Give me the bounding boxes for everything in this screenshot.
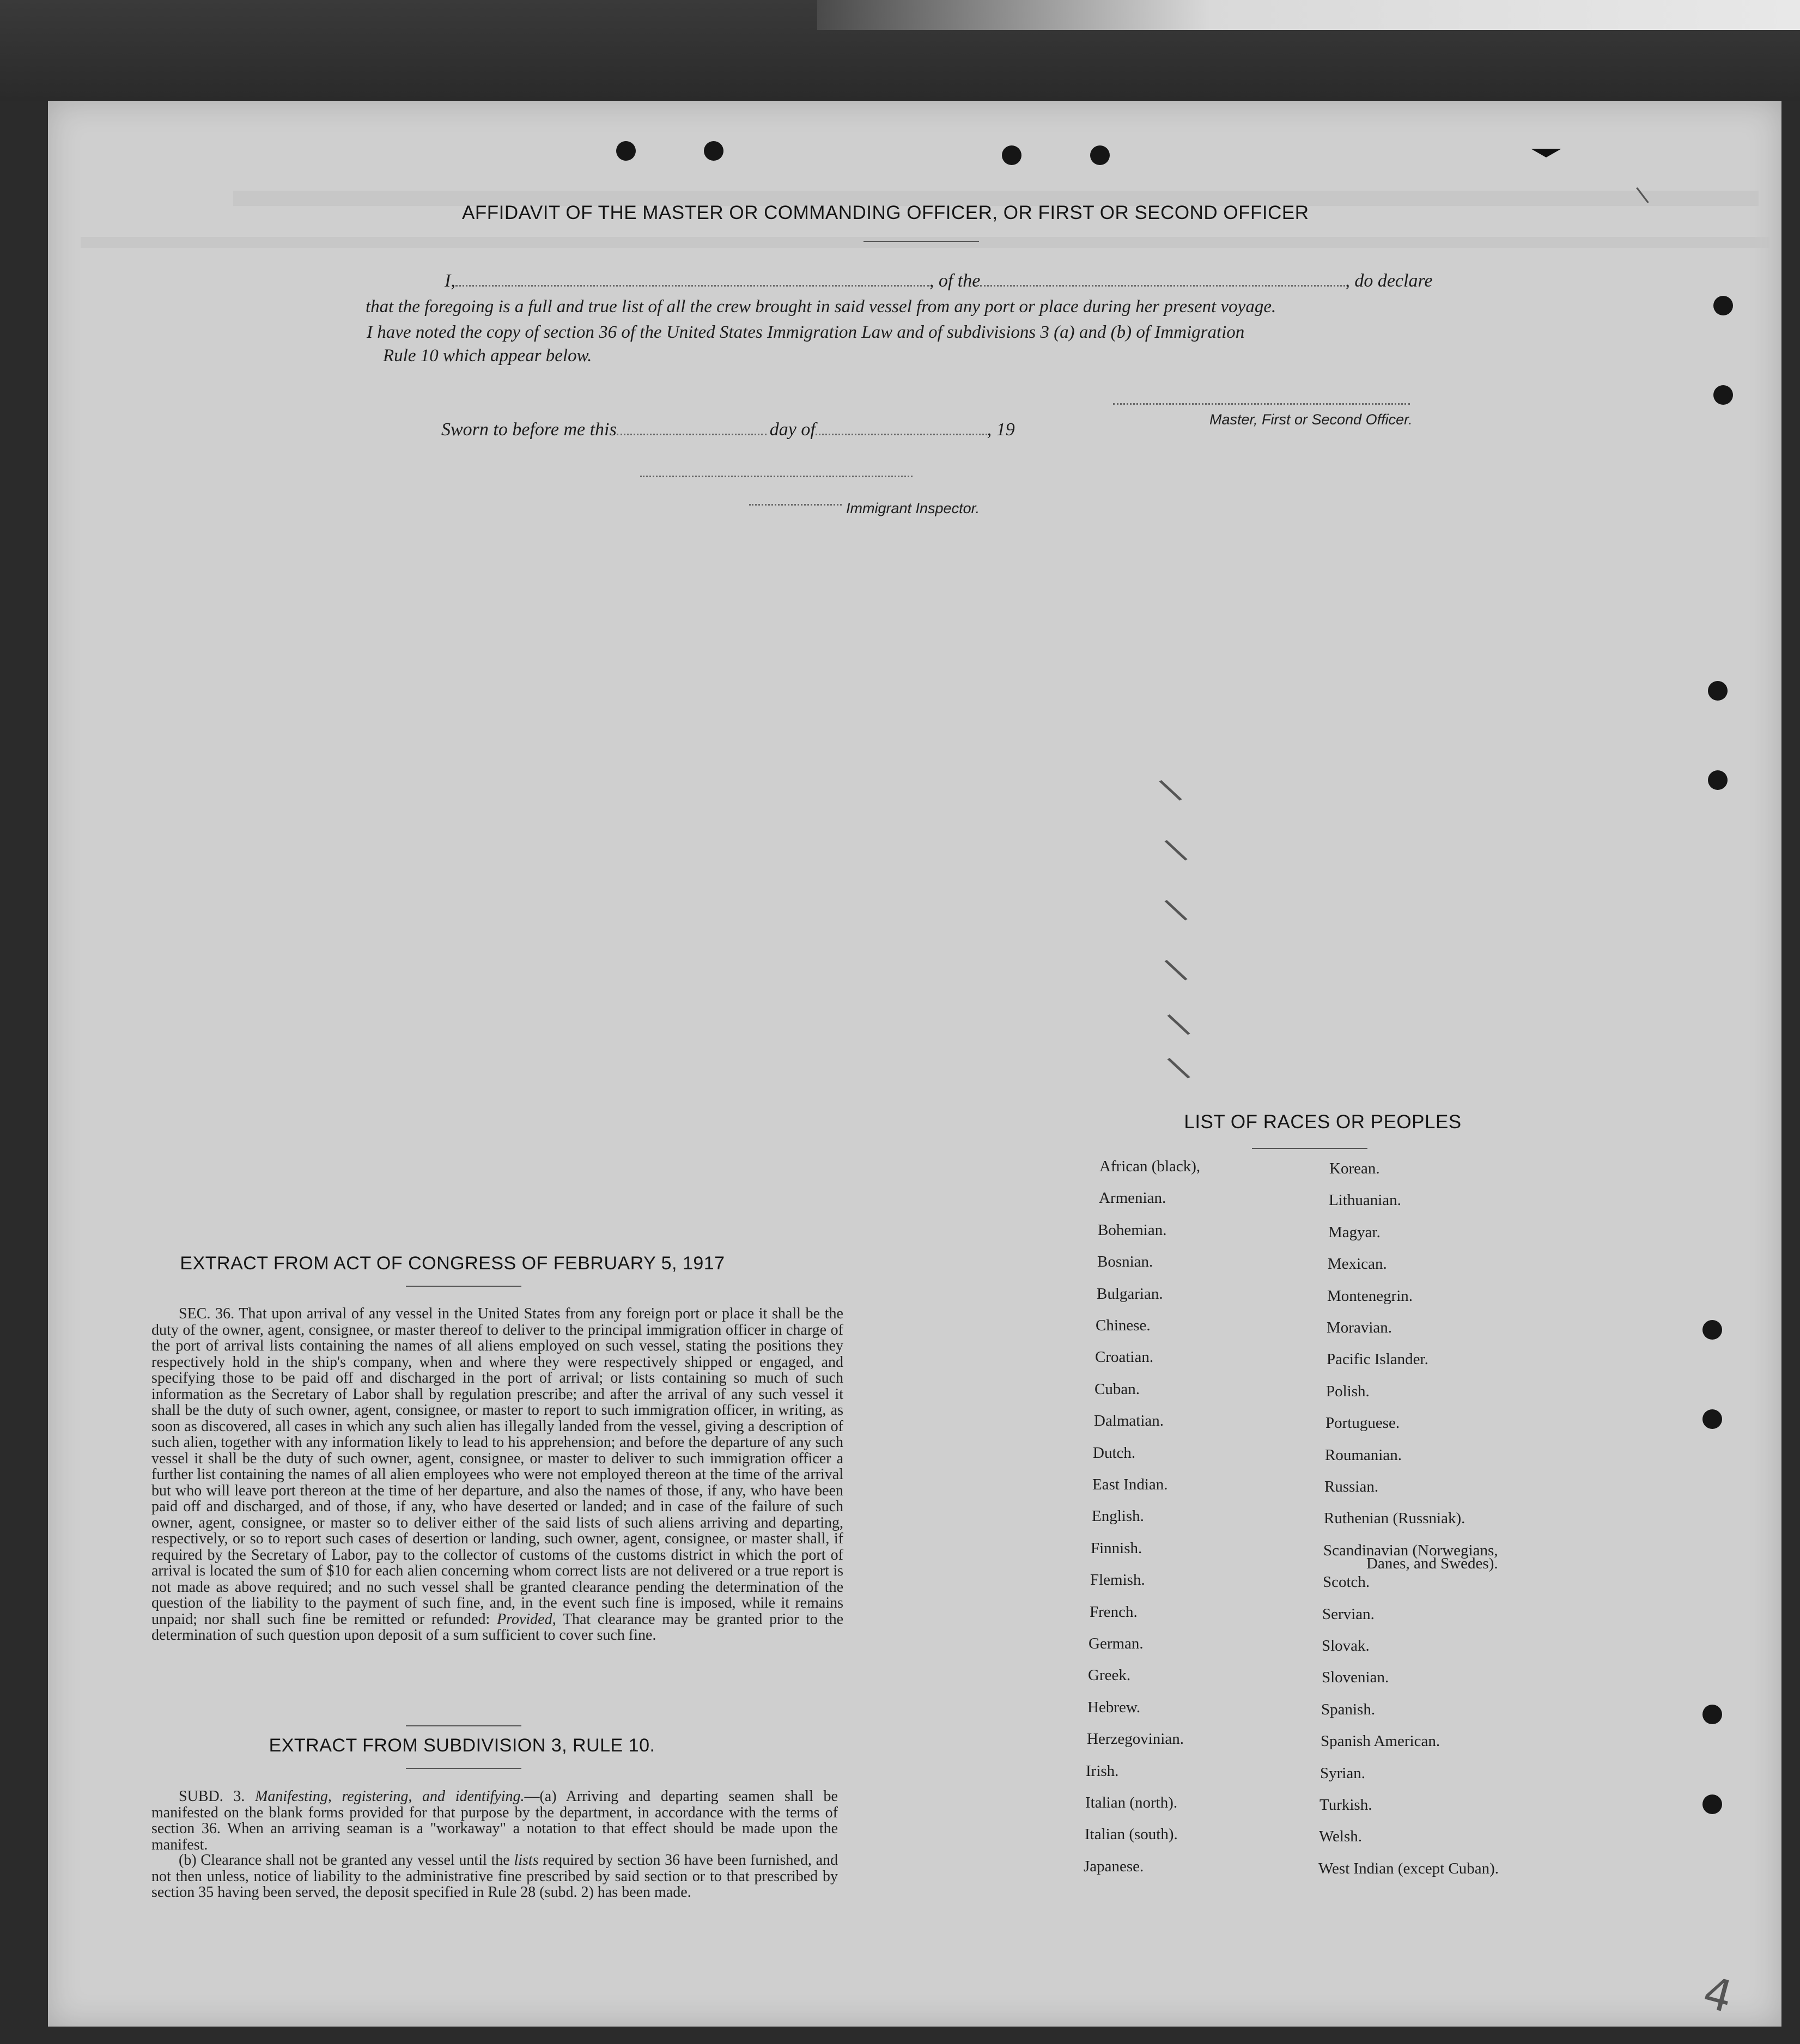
- race-item-right: Danes, and Swedes).: [1366, 1555, 1498, 1572]
- race-item-left: German.: [1088, 1635, 1144, 1652]
- race-item-right: Servian.: [1322, 1605, 1375, 1623]
- race-item-right: Scandinavian (Norwegians,: [1323, 1542, 1498, 1559]
- race-item-left: Herzegovinian.: [1087, 1730, 1184, 1748]
- vessel-field[interactable]: [980, 285, 1345, 287]
- act-extract-title: EXTRACT FROM ACT OF CONGRESS OF FEBRUARY 5, 1917: [180, 1253, 725, 1274]
- race-item-right: Polish.: [1326, 1383, 1370, 1400]
- race-item-left: East Indian.: [1092, 1476, 1168, 1493]
- race-item-right: Ruthenian (Russniak).: [1324, 1510, 1465, 1527]
- race-item-left: Dutch.: [1093, 1444, 1136, 1462]
- tick-mark: \: [1634, 182, 1650, 208]
- affidavit-line-3: I have noted the copy of section 36 of the United States Immigration Law and of subdivisions 3 (a) and (b) of Immigration: [367, 323, 1245, 342]
- tick-mark: \: [1161, 830, 1190, 869]
- race-item-right: Russian.: [1324, 1478, 1379, 1495]
- race-item-left: Greek.: [1088, 1666, 1131, 1684]
- tick-mark: \: [1156, 770, 1185, 810]
- master-signature-line[interactable]: [1113, 403, 1410, 405]
- title-rule: [863, 241, 979, 242]
- race-item-right: Lithuanian.: [1329, 1191, 1401, 1209]
- race-item-left: Bohemian.: [1098, 1221, 1167, 1239]
- race-item-left: Bosnian.: [1097, 1253, 1153, 1270]
- race-item-left: Japanese.: [1084, 1858, 1144, 1875]
- race-item-left: Finnish.: [1091, 1540, 1142, 1557]
- inspector-signature-short-line[interactable]: [749, 504, 842, 506]
- day-field[interactable]: [617, 434, 767, 435]
- declare-label: , do declare: [1345, 271, 1433, 291]
- punch-hole: [616, 141, 636, 161]
- race-item-left: French.: [1090, 1603, 1138, 1621]
- race-item-left: Chinese.: [1096, 1317, 1151, 1334]
- race-item-right: Syrian.: [1320, 1765, 1365, 1782]
- inspector-signature-line[interactable]: [640, 476, 913, 477]
- month-field[interactable]: [816, 434, 987, 435]
- race-item-left: Bulgarian.: [1097, 1285, 1163, 1303]
- race-item-right: Moravian.: [1327, 1319, 1392, 1336]
- punch-hole: [1702, 1794, 1722, 1814]
- tick-mark: \: [1161, 890, 1190, 929]
- punch-hole: [1713, 385, 1733, 405]
- race-item-right: Slovak.: [1322, 1637, 1370, 1654]
- scanner-top-highlight: [817, 0, 1800, 30]
- fold-triangle-icon: [1531, 149, 1561, 157]
- margin-mark: 4: [1698, 1966, 1738, 2023]
- races-title: LIST OF RACES OR PEOPLES: [1184, 1111, 1462, 1133]
- proviso-rest: That clearance may be granted prior to the determination of such question upon deposit of a sum sufficient to cover such fine.: [151, 1610, 843, 1644]
- act-section-36-text: [151, 1306, 843, 1644]
- punch-hole: [1713, 296, 1733, 315]
- race-item-left: English.: [1092, 1507, 1144, 1525]
- of-the-label: , of the: [929, 271, 981, 291]
- para-b-rest: required by section 36 have been furnished, and not then unless, notice of liability to the administrative fine prescribed by said section or to that prescribed by section 35 having been served, the deposit specified in Rule 28 (subd. 2) has been made.: [151, 1852, 838, 1901]
- race-item-right: Portuguese.: [1325, 1414, 1400, 1432]
- race-item-right: Roumanian.: [1325, 1446, 1402, 1464]
- master-signature-label: Master, First or Second Officer.: [1209, 411, 1413, 428]
- subd-label: SUBD. 3.: [179, 1788, 245, 1805]
- punch-hole: [1090, 145, 1110, 165]
- rule-subd-b-text: [151, 1852, 838, 1901]
- punch-hole: [1702, 1409, 1722, 1429]
- race-item-right: West Indian (except Cuban).: [1318, 1860, 1499, 1877]
- punch-hole: [1702, 1320, 1722, 1340]
- race-item-right: Pacific Islander.: [1327, 1350, 1428, 1368]
- i-label: I,: [445, 271, 455, 291]
- race-item-left: Italian (south).: [1085, 1826, 1178, 1843]
- para-b-lists: lists: [514, 1852, 539, 1869]
- tick-mark: \: [1164, 1048, 1193, 1087]
- sworn-line: [441, 419, 1015, 440]
- act-title-rule: [406, 1286, 521, 1287]
- rule-subd-a-text: [151, 1788, 838, 1853]
- race-item-left: Flemish.: [1090, 1571, 1145, 1589]
- affidavit-title: AFFIDAVIT OF THE MASTER OR COMMANDING OFFICER, OR FIRST OR SECOND OFFICER: [462, 202, 1309, 223]
- race-item-right: Spanish.: [1321, 1701, 1376, 1718]
- bleed-through-band: [81, 237, 1769, 248]
- name-field[interactable]: [455, 285, 929, 287]
- para-b-start: (b) Clearance shall not be granted any vessel until the: [179, 1852, 510, 1869]
- affidavit-line-2: that the foregoing is a full and true list of all the crew brought in said vessel from any port or place during her present voyage.: [366, 297, 1276, 317]
- inspector-label: Immigrant Inspector.: [846, 500, 980, 516]
- race-item-left: Italian (north).: [1085, 1794, 1178, 1811]
- race-item-left: Croatian.: [1095, 1348, 1154, 1366]
- rule-section-separator: [406, 1725, 521, 1726]
- affidavit-line-1: [445, 271, 1433, 291]
- punch-hole: [704, 141, 723, 161]
- sworn-label: Sworn to before me this: [441, 419, 617, 440]
- race-item-left: Irish.: [1086, 1762, 1119, 1780]
- punch-hole: [1708, 770, 1728, 790]
- punch-hole: [1708, 681, 1728, 701]
- race-item-right: Turkish.: [1319, 1796, 1372, 1814]
- race-item-right: Slovenian.: [1322, 1669, 1389, 1686]
- subd-italic: Manifesting, registering, and identifying.: [255, 1788, 525, 1805]
- race-item-right: Korean.: [1329, 1160, 1380, 1177]
- race-item-left: Armenian.: [1099, 1189, 1166, 1207]
- subd-para-a: —(a) Arriving and departing seamen shall be manifested on the blank forms provided for that purpose by the department, in accordance with the terms of section 36. When an arriving seaman is a "workaway" a notation to that effect should be made upon the manifest.: [151, 1788, 838, 1853]
- race-item-right: Scotch.: [1323, 1573, 1370, 1591]
- race-item-right: Magyar.: [1328, 1224, 1381, 1241]
- race-item-left: Cuban.: [1094, 1380, 1140, 1398]
- affidavit-line-4: Rule 10 which appear below.: [383, 346, 592, 366]
- race-item-left: Hebrew.: [1087, 1699, 1141, 1716]
- day-of-label: day of: [769, 419, 816, 440]
- year-label: , 19: [987, 419, 1015, 440]
- tick-mark: \: [1161, 950, 1190, 989]
- punch-hole: [1002, 145, 1021, 165]
- proviso-word: Provided,: [497, 1610, 556, 1628]
- race-item-right: Montenegrin.: [1327, 1287, 1413, 1305]
- races-title-rule: [1252, 1148, 1367, 1149]
- race-item-left: Dalmatian.: [1094, 1412, 1164, 1429]
- tick-mark: \: [1164, 1005, 1193, 1044]
- rule-extract-title: EXTRACT FROM SUBDIVISION 3, RULE 10.: [269, 1735, 655, 1756]
- document-page: [48, 101, 1781, 2027]
- race-item-right: Spanish American.: [1321, 1732, 1440, 1750]
- race-item-left: African (black),: [1099, 1158, 1201, 1175]
- rule-title-rule: [406, 1768, 521, 1769]
- race-item-right: Welsh.: [1319, 1828, 1363, 1845]
- punch-hole: [1702, 1705, 1722, 1724]
- act-body: SEC. 36. That upon arrival of any vessel in the United States from any foreign port or place it shall be the duty of the owner, agent, consignee, or master thereof to deliver to the principal immigration officer in charge of the port of arrival lists containing the names of all aliens employed on such vessel, stating the positions they respectively hold in the ship's company, when and where they were respectively shipped or engaged, and specifying those to be paid off and discharged in the port of arrival; or lists containing so much of such information as the Secretary of Labor shall by regulation prescribe; and after the arrival of any such vessel it shall be the duty of such owner, agent, consignee, or master to report to such immigration officer, in writing, as soon as discovered, all cases in which any such alien has illegally landed from the vessel, giving a description of such alien, together with any information likely to lead to his apprehension; and before the departure of any such vessel it shall be the duty of such owner, agent, consignee, or master to deliver to such immigration officer a further list containing the names of all alien employees who were not employed thereon at the time of the arrival but who will leave port thereon at the time of her departure, and also the names of those, if any, who have been paid off and discharged, and of those, if any, who have deserted or landed; and in case of the failure of such owner, agent, consignee, or master so to deliver either of the said lists of such aliens arriving and departing, respectively, or so to report such cases of desertion or landing, such owner, agent, consignee, or master shall, if required by the Secretary of Labor, pay to the collector of customs of the customs district in which the port of arrival is located the sum of $10 for each alien concerning whom correct lists are not delivered or a true report is not made as above required; and no such vessel shall be granted clearance pending the determination of the question of the liability to the payment of such fine, and, in the event such fine is imposed, while it remains unpaid; nor shall such fine be remitted or refunded:: [151, 1305, 843, 1628]
- race-item-right: Mexican.: [1328, 1255, 1387, 1273]
